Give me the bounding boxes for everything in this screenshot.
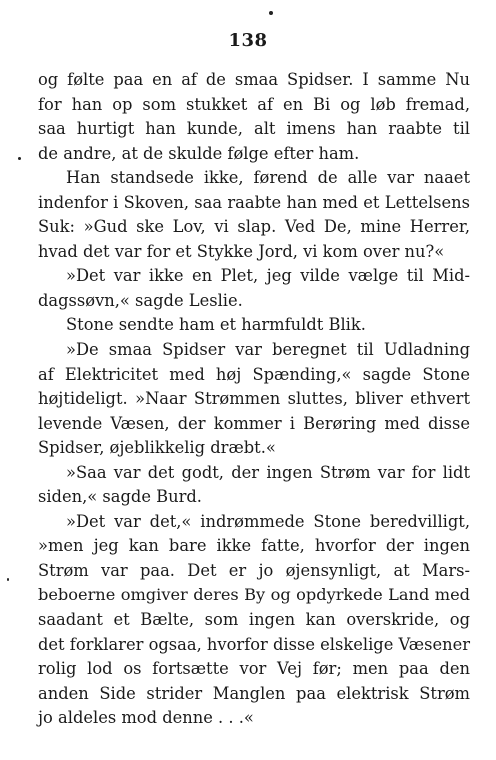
text-line: »men jeg kan bare ikke fatte, hvorfor der ingen <box>38 536 470 556</box>
text-line: »Det var det,« indrømmede Stone beredvilligt, <box>66 511 470 531</box>
text-line: dagssøvn,« sagde Leslie. <box>38 290 243 310</box>
text-line: Strøm var paa. Det er jo øjensynligt, at Mars- <box>38 560 470 580</box>
text-line: for han op som stukket af en Bi og løb fremad, <box>38 94 470 114</box>
page-number: 138 <box>228 30 268 51</box>
text-line: Han standsede ikke, førend de alle var naaet <box>66 168 470 188</box>
text-line: det forklarer ogsaa, hvorfor disse elskelige Væsener <box>38 634 470 654</box>
text-line: og følte paa en af de smaa Spidser. I samme Nu <box>38 70 470 89</box>
text-line: rolig lod os fortsætte vor Vej før; men paa den <box>38 659 470 679</box>
text-line: siden,« sagde Burd. <box>38 487 202 507</box>
text-line: Suk: »Gud ske Lov, vi slap. Ved De, mine Herrer, <box>38 217 470 237</box>
text-line: beboerne omgiver deres By og opdyrkede Land med <box>38 585 470 605</box>
text-line: »Det var ikke en Plet, jeg vilde vælge til Mid- <box>66 266 470 286</box>
text-line: jo aldeles mod denne . . .« <box>38 708 254 728</box>
print-speck <box>7 578 9 581</box>
body-text <box>38 68 470 731</box>
text-line: Spidser, øjeblikkelig dræbt.« <box>38 438 276 458</box>
text-line: indenfor i Skoven, saa raabte han med et Lettelsens <box>38 192 470 212</box>
text-line: »De smaa Spidser var beregnet til Udladning <box>66 340 470 360</box>
text-line: højtideligt. »Naar Strømmen sluttes, bliver ethvert <box>38 389 470 409</box>
text-line: Stone sendte ham et harmfuldt Blik. <box>66 315 366 335</box>
print-speck <box>18 157 21 160</box>
text-line: »Saa var det godt, der ingen Strøm var for lidt <box>66 462 470 482</box>
text-line: levende Væsen, der kommer i Berøring med disse <box>38 413 470 433</box>
text-line: saa hurtigt han kunde, alt imens han raabte til <box>38 119 470 139</box>
text-line: hvad det var for et Stykke Jord, vi kom over nu?« <box>38 241 445 261</box>
text-line: de andre, at de skulde følge efter ham. <box>38 143 360 163</box>
text-line: af Elektricitet med høj Spænding,« sagde Stone <box>38 364 470 384</box>
text-line: anden Side strider Manglen paa elektrisk Strøm <box>38 683 470 703</box>
print-speck <box>269 11 273 15</box>
text-line: saadant et Bælte, som ingen kan overskride, og <box>38 610 470 630</box>
